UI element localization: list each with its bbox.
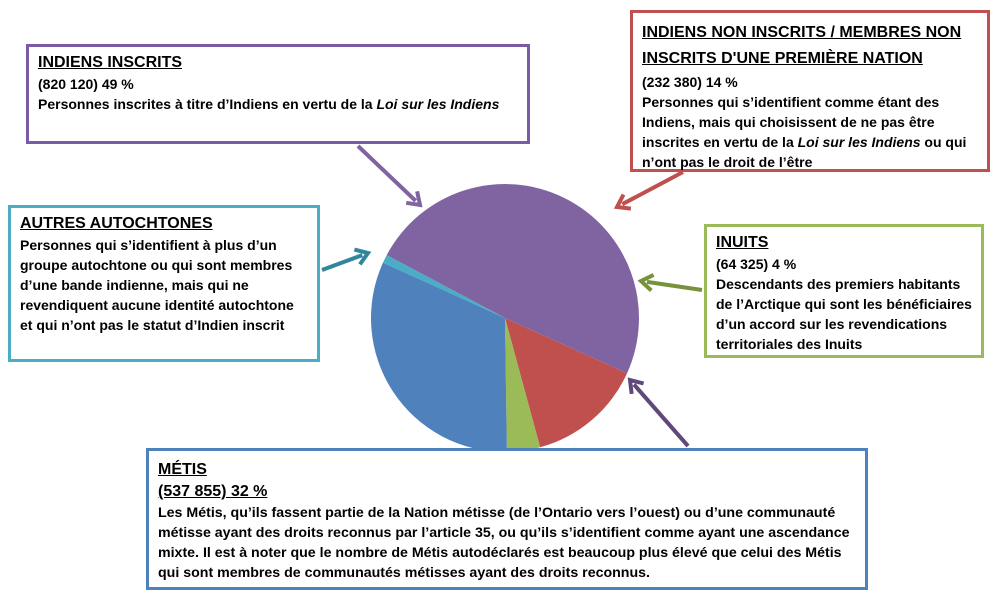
inuits-box — [704, 224, 984, 358]
desc-law-name: Loi sur les Indiens — [376, 96, 500, 112]
pie-slice-inscrits — [387, 184, 639, 373]
indiens-inscrits-title: INDIENS INSCRITS — [38, 54, 183, 71]
arrow-inuits-line — [647, 282, 702, 290]
pie-slice-inuits — [505, 318, 540, 452]
desc-text: Personnes inscrites à titre d’Indiens en vertu de la — [38, 96, 377, 112]
pie-slice-autres — [383, 255, 505, 318]
connector-arrows — [322, 146, 702, 446]
arrow-inuits-head — [641, 275, 654, 291]
autres-autochtones-desc: Personnes qui s’identifient à plus d’un groupe autochtone ou qui sont membres d’une bande indienne, mais qui ne revendiquent aucune identité autochtone et qui n’ont pas le statut d’Indien inscrit — [20, 237, 294, 333]
metis-desc: Les Métis, qu’ils fassent partie de la Nation métisse (de l’Ontario vers l’ouest) ou d’une communauté métisse ayant des droits reconnus par l’article 35, ou qu’ils s’identifient comme ayant une ascendance mixte. Il est à noter que le nombre de Métis autodéclarés est beaucoup plus élevé que celui des Métis qui sont membres de communautés métisses ayant des droits reconnus. — [158, 505, 850, 581]
indiens-inscrits-desc — [38, 94, 518, 114]
inuits-title: INUITS — [716, 234, 769, 251]
desc-text-end: ou qui n’ont pas le droit de l’être — [642, 134, 967, 170]
indiens-non-inscrits-stat: (232 380) 14 % — [642, 74, 738, 90]
pie-slices — [371, 184, 639, 452]
arrow-noninscrits-line — [622, 172, 683, 204]
arrow-autres-head — [354, 250, 368, 265]
metis-title: MÉTIS — [158, 461, 207, 478]
arrow-noninscrits-head — [617, 195, 631, 209]
indiens-non-inscrits-title: INDIENS NON INSCRITS / MEMBRES NON INSCRITS D'UNE PREMIÈRE NATION — [642, 24, 962, 67]
arrow-metis-head — [630, 380, 644, 394]
inuits-desc: Descendants des premiers habitants de l’Arctique qui sont les bénéficiaires d’un accord sur les revendications territoriales des Inuits — [716, 276, 972, 352]
indiens-inscrits-box — [26, 44, 530, 144]
arrow-inscrits-line — [358, 146, 416, 201]
desc-law-name: Loi sur les Indiens — [797, 134, 921, 150]
arrow-autres-line — [322, 255, 362, 270]
desc-text: Personnes qui s’identifient comme étant des Indiens, mais qui choisissent de ne pas être inscrites en vertu de la — [642, 94, 940, 150]
indiens-inscrits-stat: (820 120) 49 % — [38, 76, 134, 92]
arrow-inscrits-head — [406, 191, 420, 205]
metis-stat: (537 855) 32 % — [158, 483, 268, 500]
autres-autochtones-box — [8, 205, 320, 362]
arrow-metis-line — [634, 385, 688, 446]
pie-slice-noninscrits — [505, 318, 627, 447]
indiens-non-inscrits-box — [630, 10, 990, 172]
indiens-non-inscrits-desc — [642, 92, 978, 172]
metis-box — [146, 448, 868, 590]
inuits-stat: (64 325) 4 % — [716, 256, 797, 272]
autres-autochtones-title: AUTRES AUTOCHTONES — [20, 215, 213, 232]
pie-slice-metis — [371, 263, 507, 452]
